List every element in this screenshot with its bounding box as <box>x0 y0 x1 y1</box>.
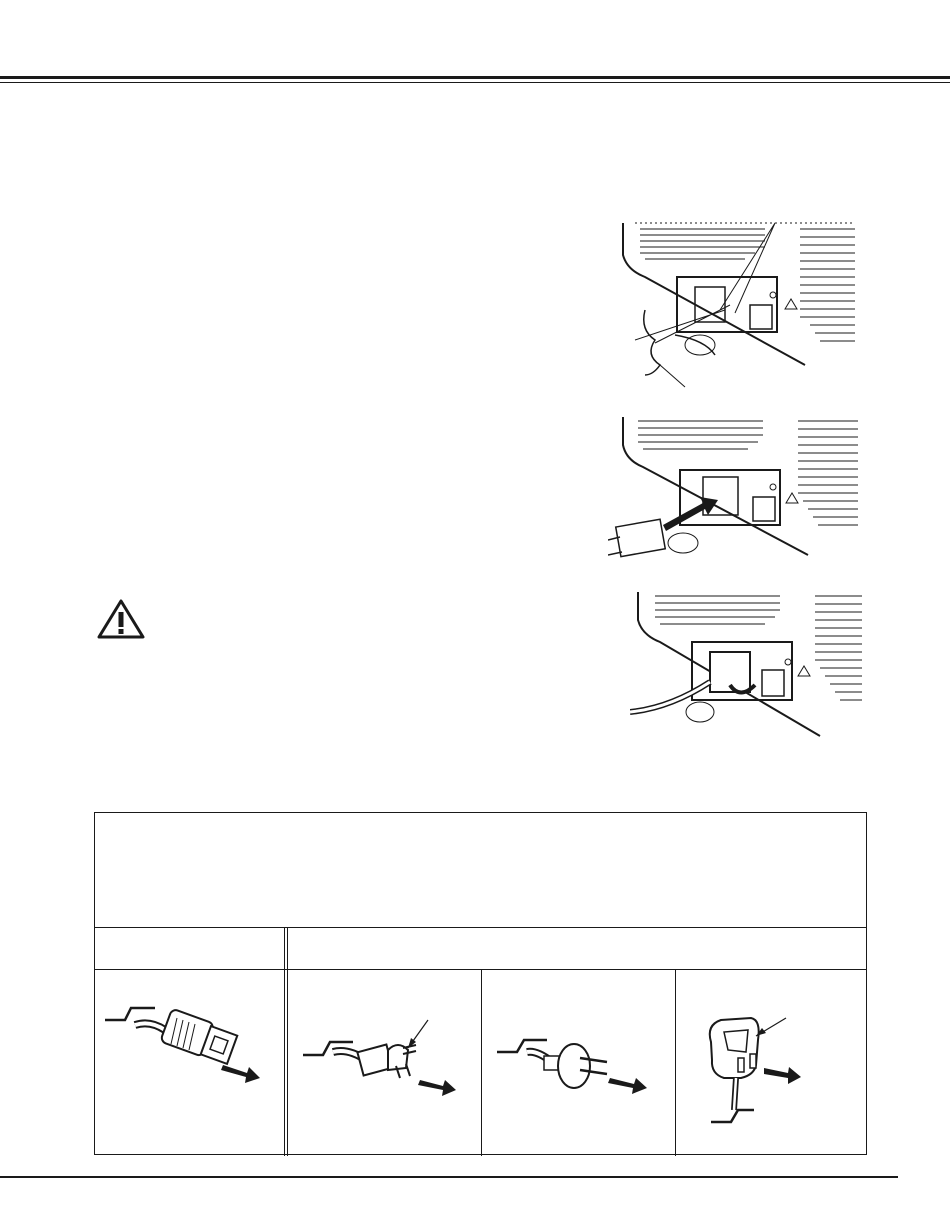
clamped-cord-illustration <box>630 590 865 740</box>
insert-plug-illustration <box>608 415 863 567</box>
power-cord-plug-table <box>94 812 867 1155</box>
european-plug-icon <box>482 970 675 1156</box>
projector-inlet-clamp-illustration <box>615 215 860 395</box>
warning-triangle-icon <box>96 598 146 640</box>
table-header-cell <box>95 813 866 928</box>
header-rule-thin <box>0 82 950 83</box>
header-rule-thick <box>0 76 950 79</box>
iec-connector-icon <box>95 970 284 1156</box>
footer-rule <box>0 1176 898 1178</box>
uk-plug-icon <box>676 970 866 1156</box>
table-subheader-row <box>95 928 866 970</box>
us-plug-icon <box>288 970 481 1156</box>
